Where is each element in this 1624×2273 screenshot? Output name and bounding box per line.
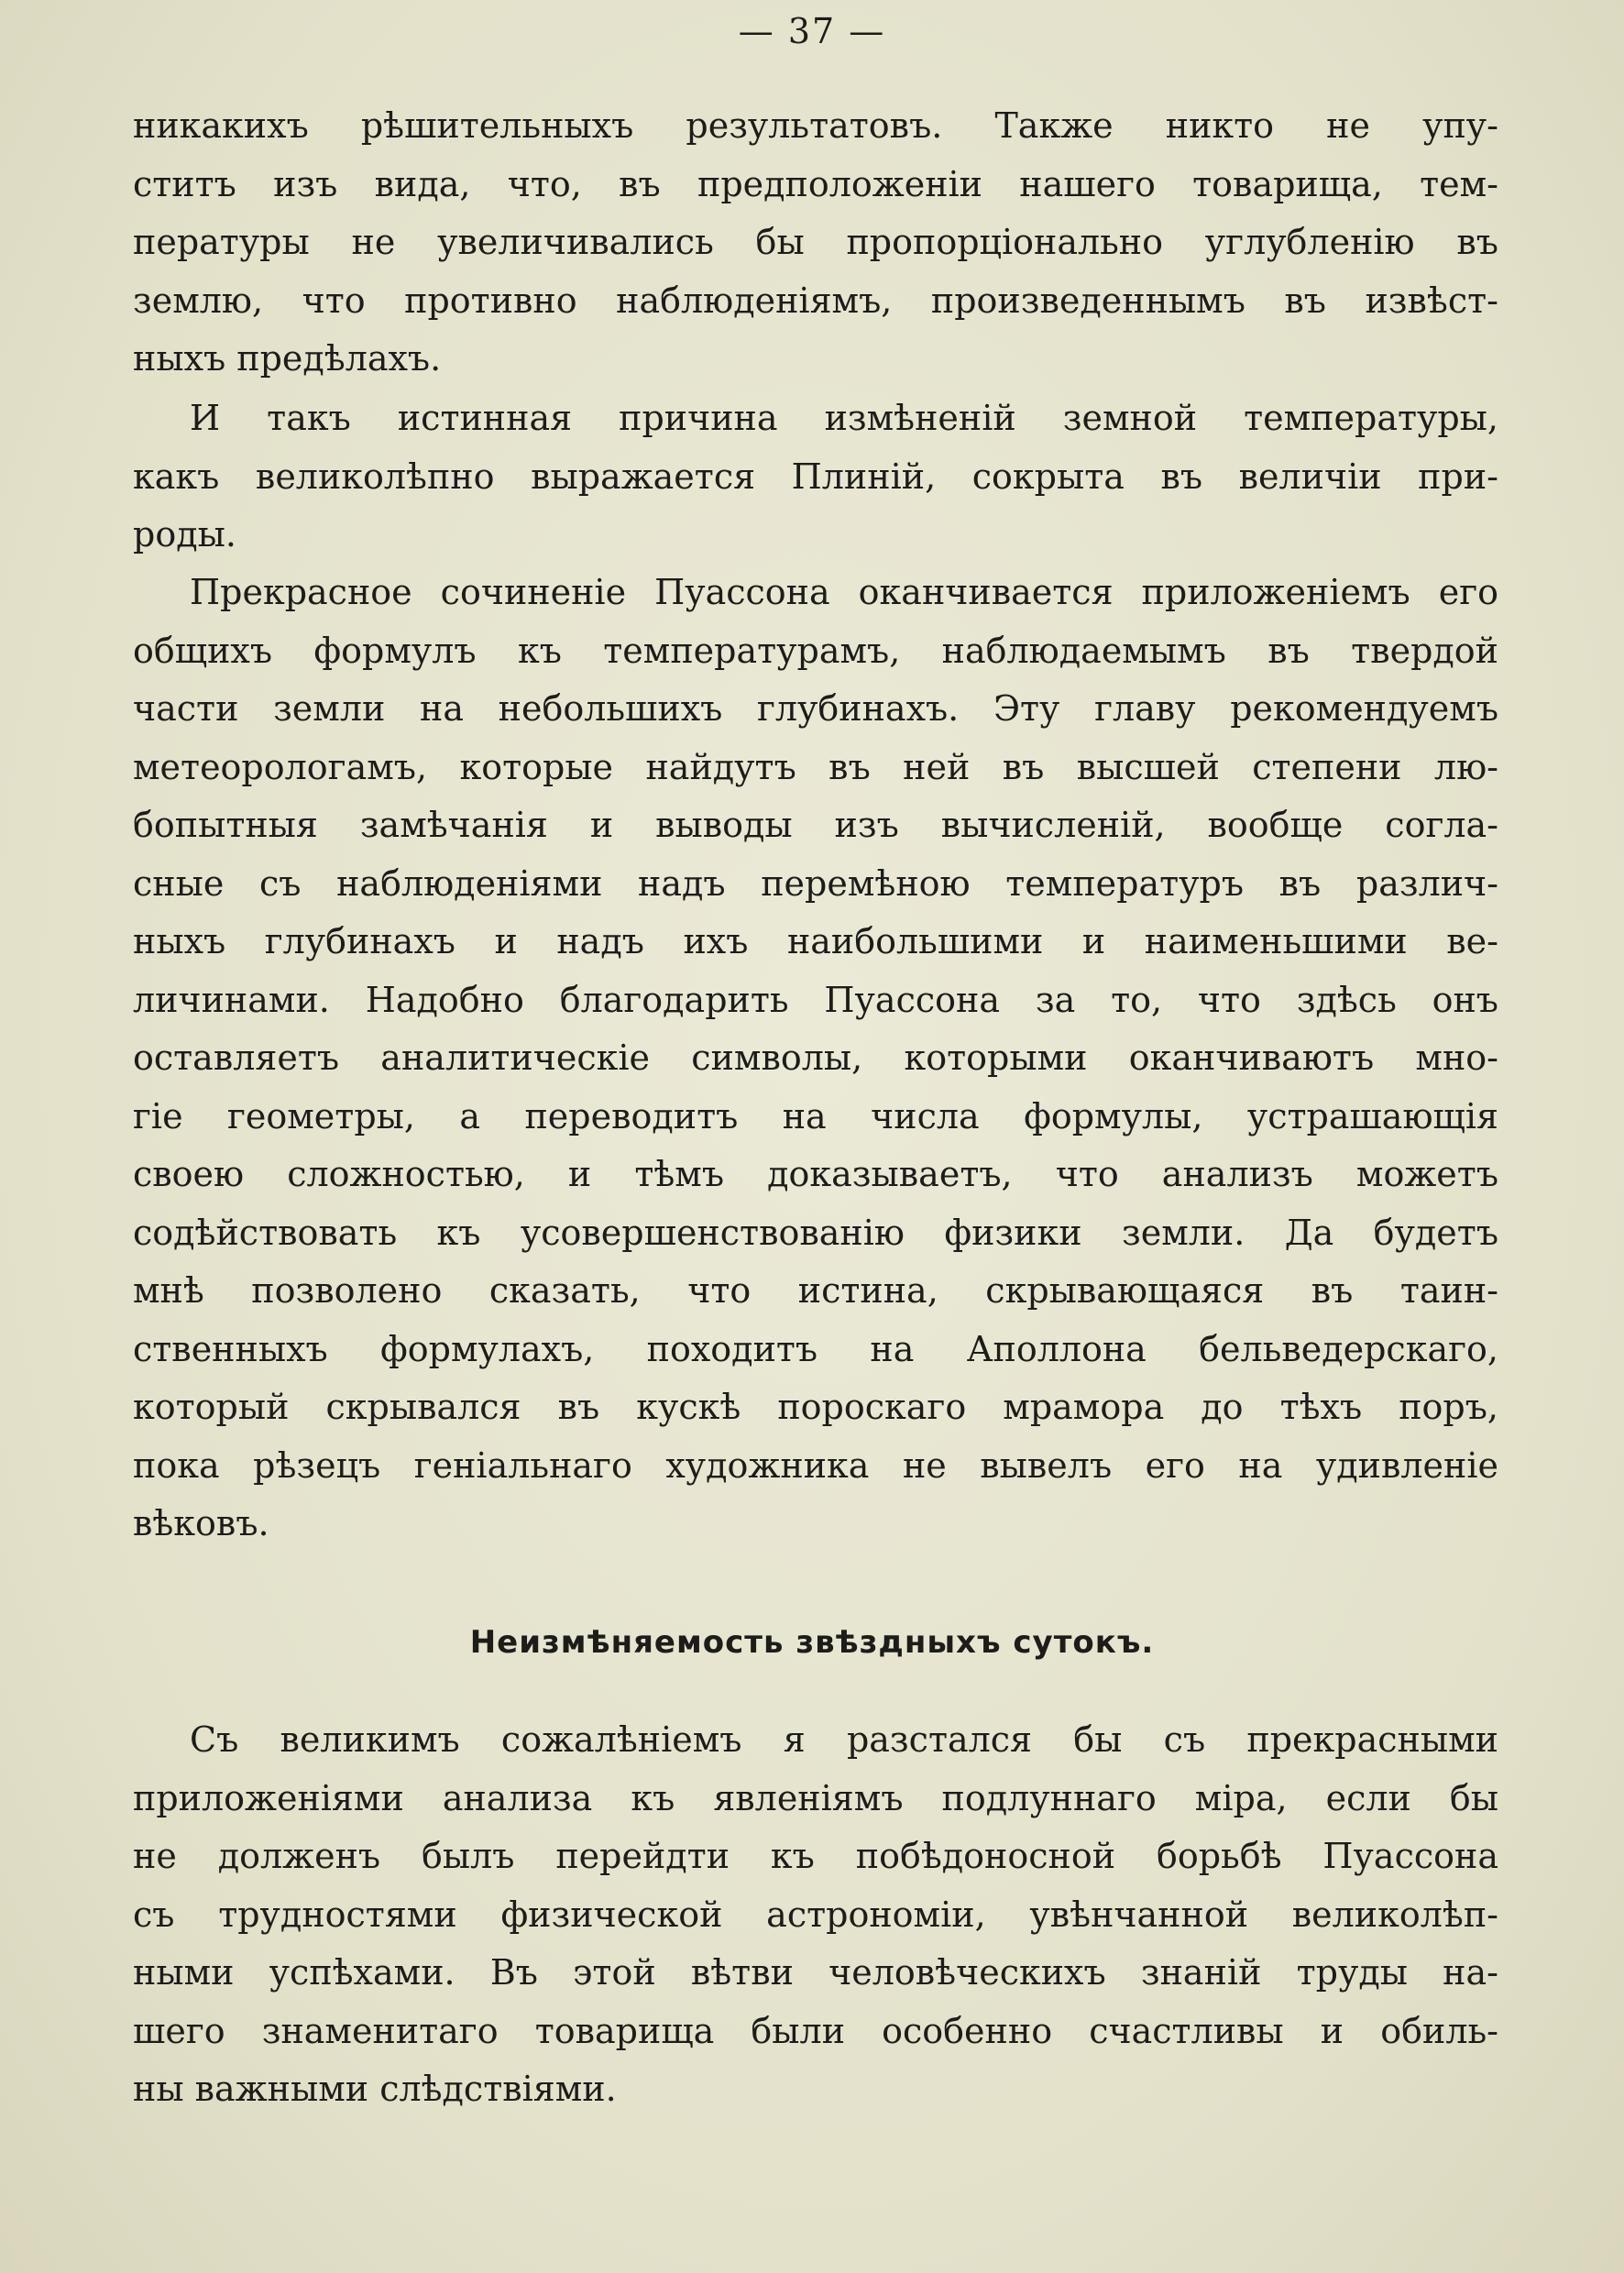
text-line: который скрывался въ кускѣ пороскаго мрамора до тѣхъ поръ, <box>133 1387 1498 1427</box>
text-line: шего знаменитаго товарища были особенно счастливы и обиль- <box>133 2010 1498 2051</box>
text-line: ныхъ предѣлахъ. <box>133 338 442 379</box>
text-line: своею сложностью, и тѣмъ доказываетъ, что анализъ можетъ <box>133 1154 1498 1194</box>
text-line: роды. <box>133 514 236 555</box>
text-line: не долженъ былъ перейдти къ побѣдоносной борьбѣ Пуассона <box>133 1836 1498 1876</box>
text-line: Съ великимъ сожалѣніемъ я разстался бы съ прекрасными <box>190 1719 1498 1760</box>
text-line: части земли на небольшихъ глубинахъ. Эту главу рекомендуемъ <box>133 688 1498 729</box>
text-line: землю, что противно наблюденіямъ, произведеннымъ въ извѣст- <box>133 280 1498 321</box>
text-line: никакихъ рѣшительныхъ результатовъ. Также никто не упу- <box>133 105 1498 146</box>
paragraph-4 <box>133 1711 1498 2119</box>
text-line: Прекрасное сочиненіе Пуассона оканчивается приложеніемъ его <box>190 572 1498 612</box>
paragraph-1 <box>133 97 1498 389</box>
text-line: мнѣ позволено сказать, что истина, скрывающаяся въ таин- <box>133 1270 1498 1311</box>
text-line: ны важными слѣдствіями. <box>133 2069 617 2109</box>
text-line: съ трудностями физической астрономіи, увѣнчанной великолѣп- <box>133 1894 1498 1935</box>
text-line: ственныхъ формулахъ, походитъ на Аполлона бельведерскаго, <box>133 1328 1498 1369</box>
paragraph-2 <box>133 390 1498 565</box>
section-heading: Неизмѣняемость звѣздныхъ сутокъ. <box>469 1624 1155 1661</box>
text-line: метеорологамъ, которые найдутъ въ ней въ высшей степени лю- <box>133 746 1498 787</box>
text-line: содѣйствовать къ усовершенствованію физики земли. Да будетъ <box>133 1212 1498 1253</box>
text-line: ститъ изъ вида, что, въ предположеніи нашего товарища, тем- <box>133 163 1498 204</box>
page-number: — 37 — <box>738 11 886 51</box>
text-line: ныхъ глубинахъ и надъ ихъ наибольшими и наименьшими ве- <box>133 921 1498 961</box>
paragraph-3 <box>133 564 1498 1554</box>
text-line: приложеніями анализа къ явленіямъ подлуннаго міра, если бы <box>133 1777 1498 1818</box>
text-line: пока рѣзецъ геніальнаго художника не вывелъ его на удивленіе <box>133 1444 1498 1486</box>
text-line: И такъ истинная причина измѣненій земной температуры, <box>190 398 1498 438</box>
text-line: сные съ наблюденіями надъ перемѣною температуръ въ различ- <box>133 862 1498 904</box>
text-line: общихъ формулъ къ температурамъ, наблюдаемымъ въ твердой <box>133 630 1498 671</box>
text-line: бопытныя замѣчанія и выводы изъ вычисленій, вообще согла- <box>133 805 1498 845</box>
text-line: какъ великолѣпно выражается Плиній, сокрыта въ величіи при- <box>133 456 1498 497</box>
text-line: личинами. Надобно благодарить Пуассона за то, что здѣсь онъ <box>133 979 1498 1020</box>
text-line: вѣковъ. <box>133 1503 269 1543</box>
text-line: ными успѣхами. Въ этой вѣтви человѣческихъ знаній труды на- <box>133 1952 1498 1993</box>
text-line: оставляетъ аналитическіе символы, которыми оканчиваютъ мно- <box>133 1038 1498 1078</box>
text-line: пературы не увеличивались бы пропорціонально углубленію въ <box>133 222 1498 262</box>
text-line: гіе геометры, а переводитъ на числа формулы, устрашающія <box>133 1095 1498 1136</box>
